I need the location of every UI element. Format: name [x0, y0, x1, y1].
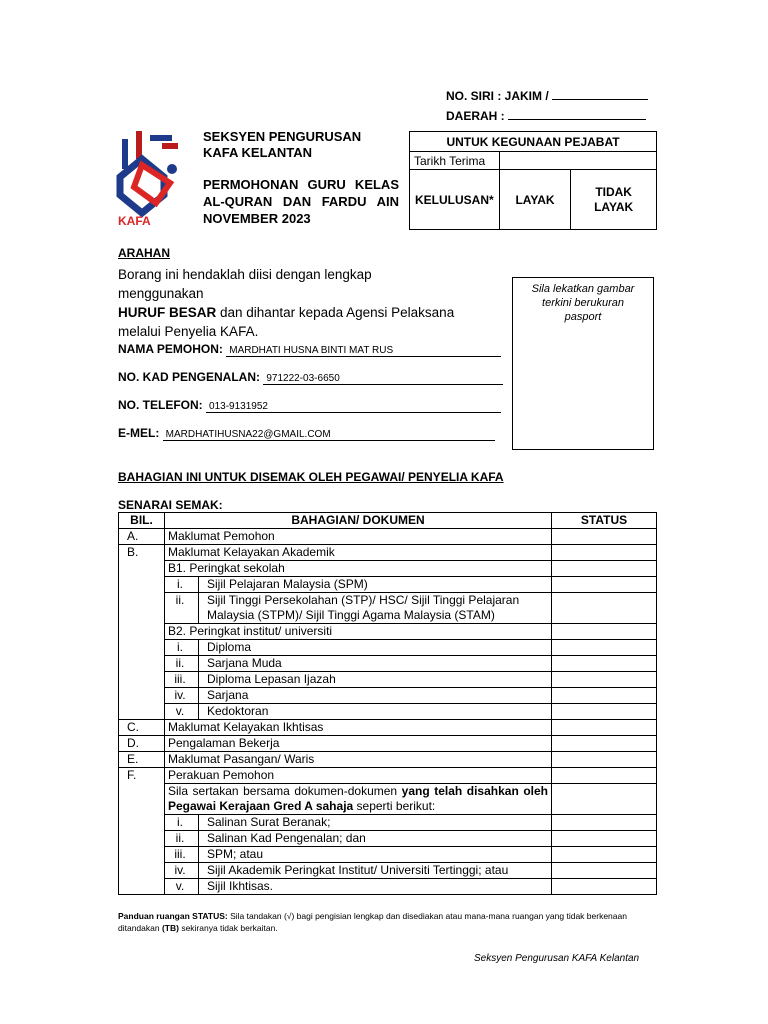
item-num: v.	[165, 704, 199, 720]
checklist-header-row	[119, 513, 657, 529]
status-cell[interactable]	[552, 752, 657, 768]
attach-line-1-pre: Sila sertakan bersama dokumen-dokumen	[168, 784, 402, 798]
item-label: Salinan Surat Beranak;	[199, 815, 552, 831]
item-label: Sarjana Muda	[199, 656, 552, 672]
senarai-semak-label: SENARAI SEMAK:	[118, 498, 223, 512]
tel-label: NO. TELEFON:	[118, 398, 203, 412]
status-cell[interactable]	[552, 720, 657, 736]
attach-line-2	[168, 799, 548, 814]
tarikh-terima-input[interactable]	[499, 152, 656, 170]
daerah-field	[446, 108, 646, 123]
item-num: iii.	[165, 847, 199, 863]
tidak-layak-option[interactable]	[571, 170, 657, 230]
page-footer: Seksyen Pengurusan KAFA Kelantan	[474, 953, 640, 964]
item-label-line-1: Sijil Tinggi Persekolahan (STP)/ HSC/ Sijil Tinggi Pelajaran	[207, 593, 520, 607]
no-siri-line[interactable]	[552, 88, 648, 100]
status-cell[interactable]	[552, 561, 657, 577]
row-label: Pengalaman Bekerja	[165, 736, 552, 752]
kafa-logo	[110, 125, 198, 231]
logo-bar-left	[122, 139, 128, 169]
item-num: v.	[165, 879, 199, 895]
row-label: Maklumat Kelayakan Akademik	[165, 545, 552, 561]
item-label: Diploma Lepasan Ijazah	[199, 672, 552, 688]
note-bold-1: Panduan ruangan STATUS:	[118, 911, 228, 921]
email-field	[118, 426, 495, 441]
tidak-layak-line-2: LAYAK	[594, 199, 634, 214]
instructions-line-2	[118, 303, 458, 322]
row-label: Maklumat Kelayakan Ikhtisas	[165, 720, 552, 736]
status-cell[interactable]	[552, 879, 657, 895]
attach-line-2-post: seperti berikut:	[353, 799, 436, 813]
table-row	[119, 736, 657, 752]
row-label: Maklumat Pemohon	[165, 529, 552, 545]
row-label: Maklumat Pasangan/ Waris	[165, 752, 552, 768]
logo-bar-top	[150, 135, 172, 141]
attach-line-2-bold: Pegawai Kerajaan Gred A sahaja	[168, 799, 354, 813]
status-cell[interactable]	[552, 768, 657, 784]
arahan-heading: ARAHAN	[118, 246, 170, 260]
table-row	[119, 640, 657, 656]
ic-field	[118, 370, 503, 385]
note-bold-2: (TB)	[161, 923, 179, 933]
status-cell[interactable]	[552, 815, 657, 831]
status-cell[interactable]	[552, 831, 657, 847]
no-siri-label: NO. SIRI : JAKIM /	[446, 89, 549, 103]
note-text-1: Sila tandakan (√) bagi pengisian lengkap dan disediakan atau mana-mana ruangan yang tidak berkenaan ditandakan	[118, 911, 627, 933]
table-row	[119, 752, 657, 768]
status-cell[interactable]	[552, 688, 657, 704]
attach-line-1-bold: yang telah disahkan oleh	[401, 784, 548, 798]
row-code: F.	[119, 768, 165, 895]
table-row	[119, 815, 657, 831]
photo-line-2: terkini berukuran	[542, 297, 624, 309]
item-num: ii.	[165, 656, 199, 672]
table-row	[119, 847, 657, 863]
row-label: Perakuan Pemohon	[165, 768, 552, 784]
section-heading: BAHAGIAN INI UNTUK DISEMAK OLEH PEGAWAI/ PENYELIA KAFA	[118, 470, 504, 484]
logo-bar-top2	[162, 143, 178, 149]
logo-text: KAFA	[118, 214, 151, 228]
nama-value[interactable]: MARDHATI HUSNA BINTI MAT RUS	[226, 345, 501, 357]
item-num: ii.	[165, 593, 199, 624]
instructions-line-1: Borang ini hendaklah diisi dengan lengkap menggunakan	[118, 267, 372, 301]
item-num: iv.	[165, 863, 199, 879]
status-cell[interactable]	[552, 624, 657, 640]
item-num: i.	[165, 815, 199, 831]
email-label: E-MEL:	[118, 426, 160, 440]
status-cell[interactable]	[552, 640, 657, 656]
row-code: B.	[119, 545, 165, 720]
table-row	[119, 784, 657, 815]
item-num: i.	[165, 577, 199, 593]
logo-bar-mid	[136, 131, 142, 159]
status-cell[interactable]	[552, 704, 657, 720]
item-label: Sijil Ikhtisas.	[199, 879, 552, 895]
item-label: Kedoktoran	[199, 704, 552, 720]
status-cell[interactable]	[552, 672, 657, 688]
table-row	[119, 704, 657, 720]
status-cell[interactable]	[552, 656, 657, 672]
item-label	[199, 593, 552, 624]
note-text-2: sekiranya tidak berkaitan.	[178, 923, 278, 933]
no-siri-field	[446, 88, 648, 103]
kelulusan-label: KELULUSAN*	[410, 170, 500, 230]
status-cell[interactable]	[552, 545, 657, 561]
item-num: i.	[165, 640, 199, 656]
status-cell[interactable]	[552, 784, 657, 815]
dept-line-2: KAFA KELANTAN	[203, 145, 313, 160]
status-cell[interactable]	[552, 593, 657, 624]
item-label: Sarjana	[199, 688, 552, 704]
row-label: B1. Peringkat sekolah	[165, 561, 552, 577]
item-label: Sijil Akademik Peringkat Institut/ Universiti Tertinggi; atau	[199, 863, 552, 879]
checklist-table	[118, 512, 657, 895]
col-status: STATUS	[552, 513, 657, 529]
status-cell[interactable]	[552, 736, 657, 752]
instructions-line-3: melalui Penyelia KAFA.	[118, 324, 259, 339]
form-title	[203, 176, 399, 227]
col-bahagian: BAHAGIAN/ DOKUMEN	[165, 513, 552, 529]
attach-line-1	[168, 784, 548, 799]
logo-dot	[167, 164, 177, 174]
row-label: B2. Peringkat institut/ universiti	[165, 624, 552, 640]
tel-value[interactable]: 013-9131952	[206, 401, 501, 413]
daerah-label: DAERAH :	[446, 109, 505, 123]
layak-option[interactable]: LAYAK	[499, 170, 571, 230]
row-code: E.	[119, 752, 165, 768]
table-row	[119, 831, 657, 847]
table-row	[119, 593, 657, 624]
item-num: iii.	[165, 672, 199, 688]
table-row	[119, 624, 657, 640]
tidak-layak-line-1: TIDAK	[595, 184, 632, 199]
instructions-line-2-rest: dan dihantar kepada Agensi Pelaksana	[216, 305, 455, 320]
status-cell[interactable]	[552, 863, 657, 879]
table-row	[119, 561, 657, 577]
table-row	[119, 545, 657, 561]
tarikh-terima-label: Tarikh Terima	[410, 152, 500, 170]
item-num: iv.	[165, 688, 199, 704]
huruf-besar-bold: HURUF BESAR	[118, 305, 217, 320]
col-bil: BIL.	[119, 513, 165, 529]
instructions-text	[118, 265, 458, 341]
item-num: ii.	[165, 831, 199, 847]
office-box-title: UNTUK KEGUNAAN PEJABAT	[410, 132, 657, 152]
ic-label: NO. KAD PENGENALAN:	[118, 370, 261, 384]
title-line-3: NOVEMBER 2023	[203, 211, 311, 226]
dept-line-1: SEKSYEN PENGURUSAN	[203, 129, 362, 144]
item-label: SPM; atau	[199, 847, 552, 863]
table-row	[119, 688, 657, 704]
row-code: A.	[119, 529, 165, 545]
photo-line-1: Sila lekatkan gambar	[531, 283, 635, 295]
tel-field	[118, 398, 501, 413]
status-guide-note	[118, 910, 658, 934]
email-value[interactable]: MARDHATIHUSNA22@GMAIL.COM	[163, 429, 495, 441]
table-row	[119, 768, 657, 784]
table-row	[119, 529, 657, 545]
status-cell[interactable]	[552, 847, 657, 863]
item-label: Sijil Pelajaran Malaysia (SPM)	[199, 577, 552, 593]
table-row	[119, 672, 657, 688]
office-use-box	[409, 131, 657, 230]
row-code: D.	[119, 736, 165, 752]
table-row	[119, 879, 657, 895]
attach-instructions	[165, 784, 552, 815]
table-row	[119, 656, 657, 672]
item-label: Salinan Kad Pengenalan; dan	[199, 831, 552, 847]
item-label-line-2: Malaysia (STPM)/ Sijil Tinggi Agama Malaysia (STAM)	[207, 608, 495, 622]
nama-field	[118, 342, 501, 357]
title-line-2: AL-QURAN DAN FARDU AIN	[203, 194, 399, 209]
table-row	[119, 577, 657, 593]
daerah-line[interactable]	[508, 108, 646, 120]
ic-value[interactable]: 971222-03-6650	[263, 373, 503, 385]
department-name	[203, 129, 361, 161]
nama-label: NAMA PEMOHON:	[118, 342, 223, 356]
status-cell[interactable]	[552, 577, 657, 593]
item-label: Diploma	[199, 640, 552, 656]
status-cell[interactable]	[552, 529, 657, 545]
photo-line-3: pasport	[564, 311, 602, 323]
title-line-1: PERMOHONAN GURU KELAS	[203, 177, 399, 192]
photo-box[interactable]	[512, 277, 654, 450]
row-code: C.	[119, 720, 165, 736]
table-row	[119, 720, 657, 736]
table-row	[119, 863, 657, 879]
